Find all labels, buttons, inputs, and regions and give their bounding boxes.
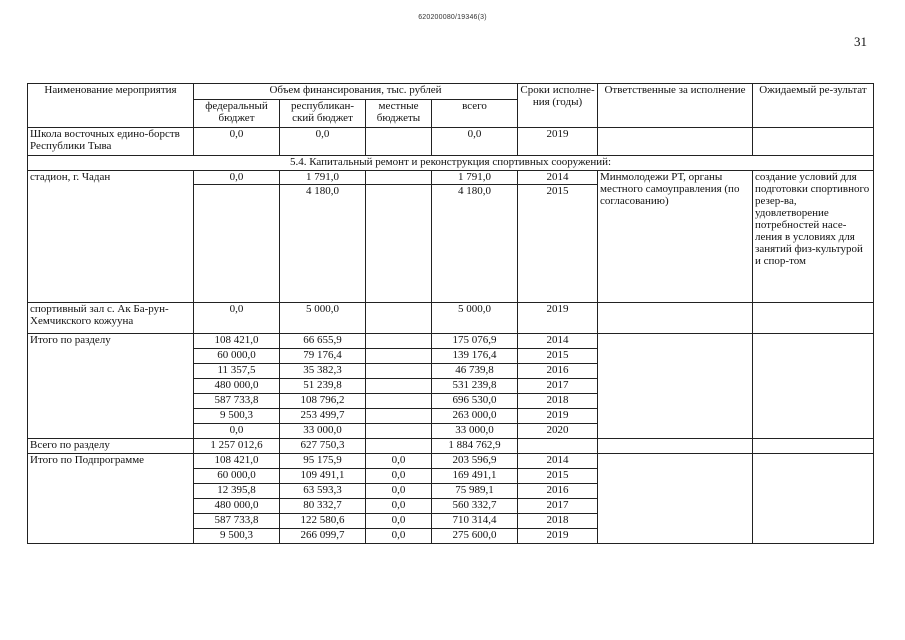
cell-result	[753, 303, 874, 334]
cell-federal: 480 000,0	[194, 379, 280, 394]
cell-total: 1 884 762,9	[432, 439, 518, 454]
cell-responsible	[598, 303, 753, 334]
cell-responsible	[598, 128, 753, 156]
cell-total: 203 596,9	[432, 454, 518, 469]
cell-federal: 108 421,0	[194, 334, 280, 349]
row-name: спортивный зал с. Ак Ба-рун-Хемчикского кожууна	[28, 303, 194, 334]
cell-total: 5 000,0	[432, 303, 518, 334]
cell-year: 2014	[518, 171, 598, 185]
cell-local	[366, 439, 432, 454]
cell-responsible	[598, 454, 753, 544]
cell-federal: 587 733,8	[194, 394, 280, 409]
cell-federal: 1 257 012,6	[194, 439, 280, 454]
cell-total: 710 314,4	[432, 514, 518, 529]
cell-republican: 5 000,0	[280, 303, 366, 334]
cell-year: 2014	[518, 334, 598, 349]
row-name: Итого по Подпрограмме	[28, 454, 194, 544]
header-local: местные бюджеты	[366, 100, 432, 128]
cell-responsible	[598, 439, 753, 454]
cell-local	[366, 394, 432, 409]
cell-result: создание условий для подготовки спортивного резер-ва, удовлетворение потребностей насе-ления в условиях для занятий физ-культурой и спор-том	[753, 171, 874, 303]
cell-year: 2019	[518, 303, 598, 334]
cell-republican: 627 750,3	[280, 439, 366, 454]
header-volume: Объем финансирования, тыс. рублей	[194, 84, 518, 100]
row-name: Всего по разделу	[28, 439, 194, 454]
cell-total: 275 600,0	[432, 529, 518, 544]
table-row	[28, 128, 874, 156]
cell-total: 33 000,0	[432, 424, 518, 439]
header-name: Наименование мероприятия	[28, 84, 194, 128]
document-id: 620200080/19346(3)	[418, 14, 487, 21]
cell-republican: 63 593,3	[280, 484, 366, 499]
cell-total: 46 739,8	[432, 364, 518, 379]
cell-local: 0,0	[366, 484, 432, 499]
cell-year: 2016	[518, 484, 598, 499]
cell-federal	[194, 185, 280, 303]
cell-local	[366, 424, 432, 439]
row-name: стадион, г. Чадан	[28, 171, 194, 303]
cell-local	[366, 334, 432, 349]
cell-federal: 11 357,5	[194, 364, 280, 379]
cell-republican: 266 099,7	[280, 529, 366, 544]
header-republican: республикан-ский бюджет	[280, 100, 366, 128]
cell-local	[366, 364, 432, 379]
header-responsible: Ответственные за исполнение	[598, 84, 753, 128]
cell-total: 4 180,0	[432, 185, 518, 303]
cell-year: 2015	[518, 469, 598, 484]
cell-total: 1 791,0	[432, 171, 518, 185]
cell-republican: 51 239,8	[280, 379, 366, 394]
cell-year: 2016	[518, 364, 598, 379]
cell-local: 0,0	[366, 499, 432, 514]
page-number: 31	[854, 34, 867, 49]
cell-republican: 122 580,6	[280, 514, 366, 529]
cell-federal: 9 500,3	[194, 409, 280, 424]
cell-federal: 12 395,8	[194, 484, 280, 499]
table-row	[28, 171, 874, 185]
cell-total: 175 076,9	[432, 334, 518, 349]
cell-year: 2017	[518, 499, 598, 514]
header-result: Ожидаемый ре-зультат	[753, 84, 874, 128]
cell-year: 2017	[518, 379, 598, 394]
cell-federal: 0,0	[194, 171, 280, 185]
cell-total: 139 176,4	[432, 349, 518, 364]
header-federal: федеральный бюджет	[194, 100, 280, 128]
section-title: 5.4. Капитальный ремонт и реконструкция спортивных сооружений:	[28, 156, 874, 171]
cell-local	[366, 409, 432, 424]
cell-federal: 108 421,0	[194, 454, 280, 469]
cell-local	[366, 185, 432, 303]
cell-responsible	[598, 334, 753, 439]
cell-result	[753, 334, 874, 439]
cell-republican: 108 796,2	[280, 394, 366, 409]
financing-table	[27, 83, 874, 544]
cell-federal: 0,0	[194, 303, 280, 334]
table-row	[28, 439, 874, 454]
table-row	[28, 334, 874, 349]
cell-republican: 95 175,9	[280, 454, 366, 469]
cell-year: 2019	[518, 128, 598, 156]
cell-federal: 0,0	[194, 424, 280, 439]
cell-republican: 253 499,7	[280, 409, 366, 424]
cell-year: 2019	[518, 409, 598, 424]
cell-federal: 60 000,0	[194, 349, 280, 364]
cell-local	[366, 171, 432, 185]
cell-republican: 35 382,3	[280, 364, 366, 379]
cell-result	[753, 454, 874, 544]
cell-local: 0,0	[366, 514, 432, 529]
cell-total: 560 332,7	[432, 499, 518, 514]
cell-republican: 0,0	[280, 128, 366, 156]
cell-local	[366, 128, 432, 156]
cell-federal: 60 000,0	[194, 469, 280, 484]
cell-local	[366, 303, 432, 334]
cell-total: 75 989,1	[432, 484, 518, 499]
header-total: всего	[432, 100, 518, 128]
cell-federal: 587 733,8	[194, 514, 280, 529]
cell-local	[366, 349, 432, 364]
cell-total: 0,0	[432, 128, 518, 156]
cell-local	[366, 379, 432, 394]
cell-year: 2015	[518, 185, 598, 303]
cell-local: 0,0	[366, 454, 432, 469]
cell-local: 0,0	[366, 529, 432, 544]
cell-responsible: Минмолодежи РТ, органы местного самоуправления (по согласованию)	[598, 171, 753, 303]
cell-republican: 109 491,1	[280, 469, 366, 484]
cell-year: 2015	[518, 349, 598, 364]
cell-total: 696 530,0	[432, 394, 518, 409]
header-terms: Сроки исполне-ния (годы)	[518, 84, 598, 128]
table-row	[28, 454, 874, 469]
cell-result	[753, 439, 874, 454]
cell-total: 263 000,0	[432, 409, 518, 424]
cell-federal: 0,0	[194, 128, 280, 156]
row-name: Школа восточных едино-борств Республики Тыва	[28, 128, 194, 156]
cell-local: 0,0	[366, 469, 432, 484]
cell-republican: 79 176,4	[280, 349, 366, 364]
cell-republican: 4 180,0	[280, 185, 366, 303]
cell-federal: 480 000,0	[194, 499, 280, 514]
table-row	[28, 303, 874, 334]
cell-federal: 9 500,3	[194, 529, 280, 544]
cell-year: 2018	[518, 394, 598, 409]
cell-total: 169 491,1	[432, 469, 518, 484]
cell-year: 2014	[518, 454, 598, 469]
cell-republican: 1 791,0	[280, 171, 366, 185]
cell-year: 2020	[518, 424, 598, 439]
cell-republican: 33 000,0	[280, 424, 366, 439]
row-name: Итого по разделу	[28, 334, 194, 439]
cell-year: 2018	[518, 514, 598, 529]
cell-year: 2019	[518, 529, 598, 544]
cell-year	[518, 439, 598, 454]
cell-total: 531 239,8	[432, 379, 518, 394]
cell-result	[753, 128, 874, 156]
cell-republican: 66 655,9	[280, 334, 366, 349]
cell-republican: 80 332,7	[280, 499, 366, 514]
